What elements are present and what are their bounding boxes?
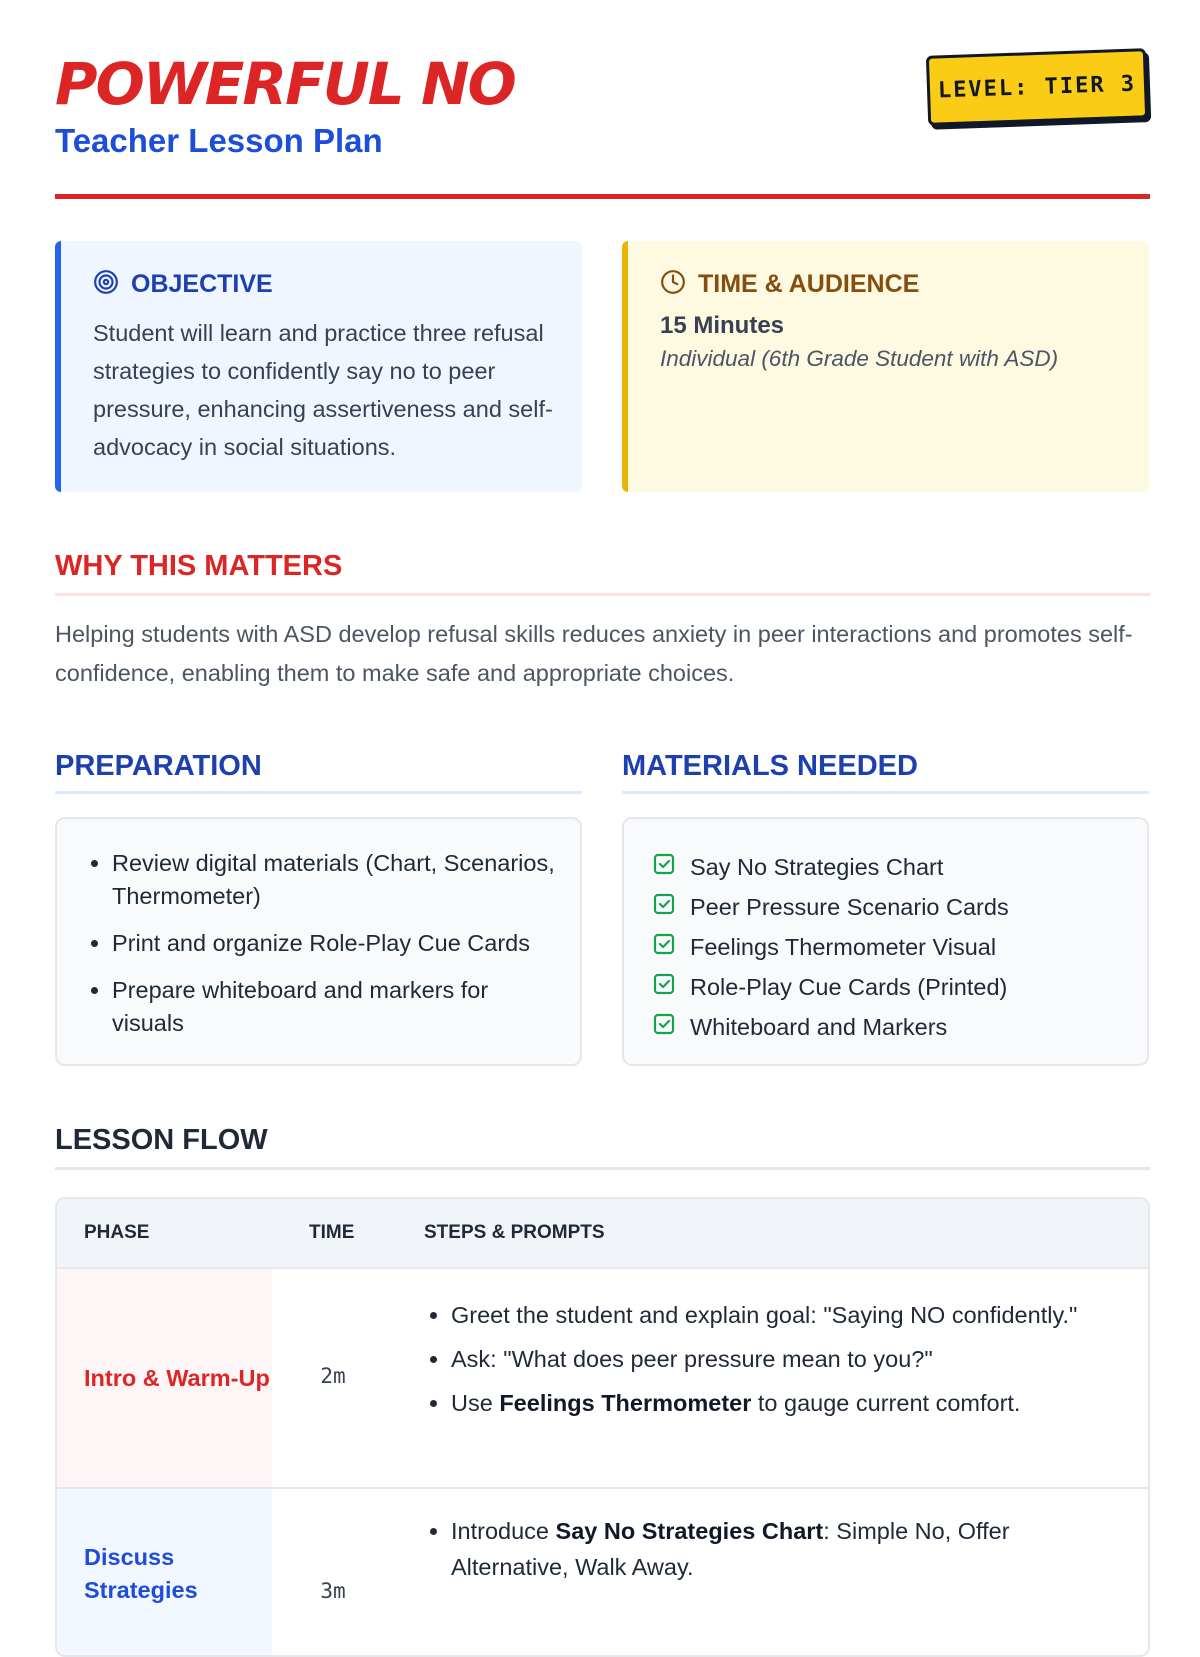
column-header-steps: STEPS & PROMPTS bbox=[424, 1222, 605, 1243]
steps-list bbox=[424, 1513, 1108, 1593]
material-label: Feelings Thermometer Visual bbox=[690, 933, 997, 960]
why-text: Helping students with ASD develop refusal skills reduces anxiety in peer interactions and promotes self-confidence, enabling them to make safe and appropriate choices. bbox=[55, 621, 1133, 686]
time-audience-heading: TIME & AUDIENCE bbox=[698, 270, 920, 298]
list-item: • Prepare whiteboard and markers for visuals bbox=[112, 974, 560, 1040]
page-title: POWERFUL NO bbox=[55, 50, 515, 118]
page-subtitle: Teacher Lesson Plan bbox=[55, 122, 383, 159]
list-item bbox=[652, 927, 1127, 967]
check-square-icon bbox=[652, 972, 676, 1002]
column-header-time: TIME bbox=[309, 1222, 355, 1243]
why-heading: WHY THIS MATTERS bbox=[55, 550, 1150, 596]
material-label: Say No Strategies Chart bbox=[690, 853, 944, 880]
material-label: Role-Play Cue Cards (Printed) bbox=[690, 973, 1008, 1000]
materials-box bbox=[622, 817, 1149, 1066]
check-square-icon bbox=[652, 852, 676, 882]
list-item bbox=[652, 1007, 1127, 1047]
list-item: • Review digital materials (Chart, Scenarios, Thermometer) bbox=[112, 847, 560, 913]
bold-term: Say No Strategies Chart bbox=[555, 1518, 824, 1544]
header-divider bbox=[55, 194, 1150, 199]
time-cell: 2m bbox=[320, 1364, 346, 1388]
objective-heading: OBJECTIVE bbox=[131, 270, 273, 298]
bold-term: Feelings Thermometer bbox=[499, 1390, 752, 1416]
audience-value: Individual (6th Grade Student with ASD) bbox=[660, 346, 1059, 371]
phase-cell: Intro & Warm-Up bbox=[57, 1269, 272, 1487]
column-header-phase: PHASE bbox=[84, 1222, 150, 1243]
list-item: • Print and organize Role-Play Cue Cards bbox=[112, 927, 560, 960]
time-cell: 3m bbox=[320, 1579, 346, 1603]
steps-list bbox=[424, 1297, 1108, 1429]
preparation-heading: PREPARATION bbox=[55, 750, 582, 794]
table-row bbox=[57, 1489, 1148, 1657]
phase-cell: Discuss Strategies bbox=[57, 1489, 272, 1657]
list-item bbox=[652, 967, 1127, 1007]
material-label: Whiteboard and Markers bbox=[690, 1013, 948, 1040]
step-item: • Use Feelings Thermometer to gauge current comfort. bbox=[451, 1385, 1108, 1421]
list-item bbox=[652, 887, 1127, 927]
preparation-list bbox=[57, 819, 580, 1040]
objective-text: Student will learn and practice three refusal strategies to confidently say no to peer pressure, enhancing assertiveness and self-advocacy in social situations. bbox=[93, 320, 553, 460]
lesson-flow-table bbox=[55, 1197, 1150, 1657]
lesson-flow-heading: LESSON FLOW bbox=[55, 1124, 1150, 1170]
step-item: • Introduce Say No Strategies Chart: Simple No, Offer Alternative, Walk Away. bbox=[451, 1513, 1108, 1585]
table-row bbox=[57, 1269, 1148, 1489]
clock-icon bbox=[660, 269, 686, 300]
materials-list bbox=[624, 819, 1147, 1047]
target-icon bbox=[93, 269, 119, 300]
check-square-icon bbox=[652, 932, 676, 962]
material-label: Peer Pressure Scenario Cards bbox=[690, 893, 1009, 920]
list-item bbox=[652, 847, 1127, 887]
duration-value: 15 Minutes bbox=[660, 312, 785, 339]
table-header bbox=[57, 1199, 1148, 1269]
check-square-icon bbox=[652, 892, 676, 922]
objective-card bbox=[55, 241, 582, 492]
time-audience-card bbox=[622, 241, 1149, 492]
step-item: • Greet the student and explain goal: "Saying NO confidently." bbox=[451, 1297, 1108, 1333]
materials-heading: MATERIALS NEEDED bbox=[622, 750, 1149, 794]
level-badge: LEVEL: TIER 3 bbox=[926, 48, 1148, 126]
step-item: • Ask: "What does peer pressure mean to you?" bbox=[451, 1341, 1108, 1377]
check-square-icon bbox=[652, 1012, 676, 1042]
preparation-box bbox=[55, 817, 582, 1066]
